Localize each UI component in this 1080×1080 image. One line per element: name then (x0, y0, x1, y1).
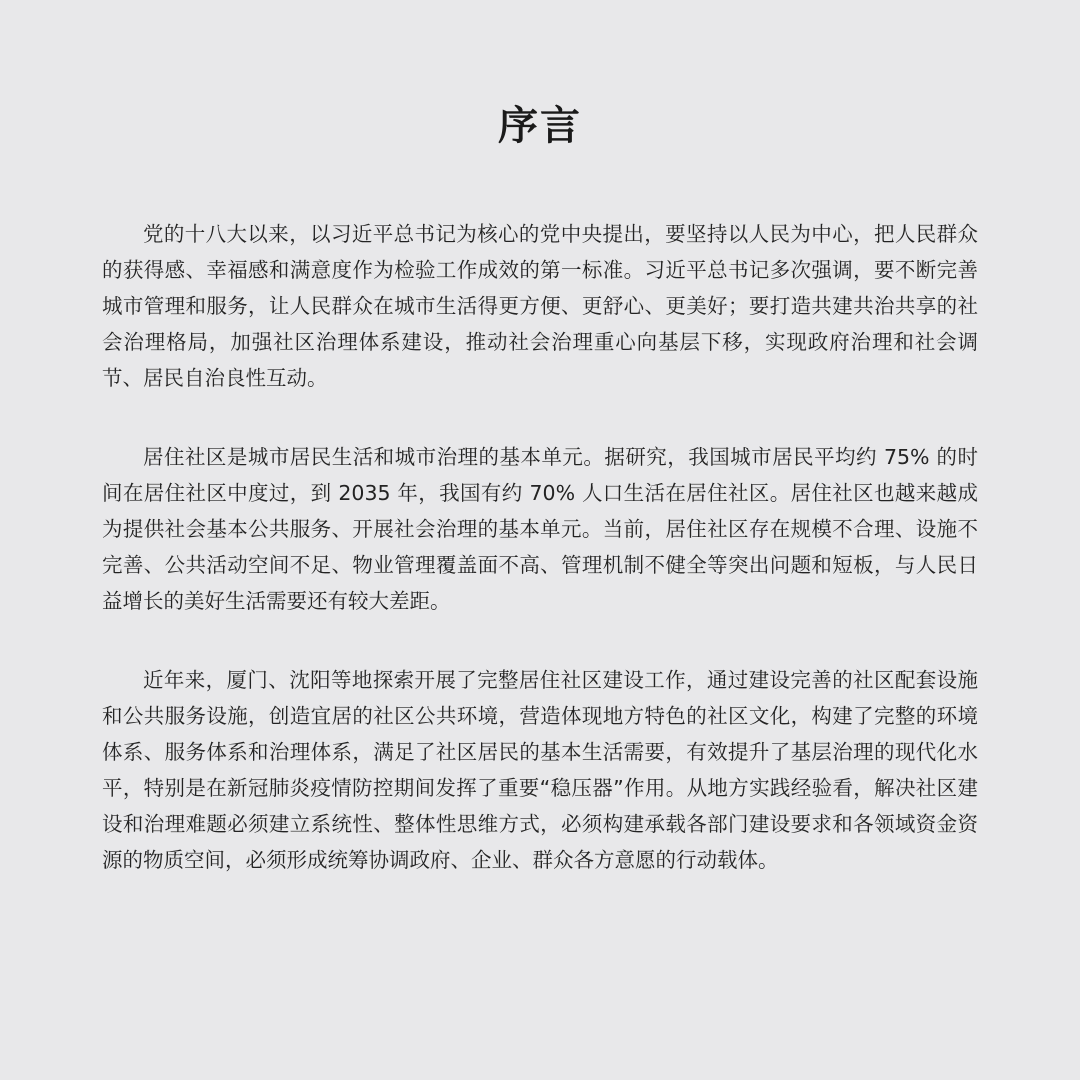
page-title: 序言 (498, 103, 582, 149)
paragraph-2: 居住社区是城市居民生活和城市治理的基本单元。据研究，我国城市居民平均约 75% 的时间在居住社区中度过，到 2035 年，我国有约 70% 人口生活在居住社区。居住社区也越来越成为提供社会基本公共服务、开展社会治理的基本单元。当前，居住社区存在规模不合理、设施不完善、公共活动空间不足、物业管理覆盖面不高、管理机制不健全等突出问题和短板，与人民日益增长的美好生活需要还有较大差距。 (102, 445, 978, 613)
paragraph-3: 近年来，厦门、沈阳等地探索开展了完整居住社区建设工作，通过建设完善的社区配套设施和公共服务设施，创造宜居的社区公共环境，营造体现地方特色的社区文化，构建了完整的环境体系、服务体系和治理体系，满足了社区居民的基本生活需要，有效提升了基层治理的现代化水平，特别是在新冠肺炎疫情防控期间发挥了重要“稳压器”作用。从地方实践经验看，解决社区建设和治理难题必须建立系统性、整体性思维方式，必须构建承载各部门建设要求和各领域资金资源的物质空间，必须形成统筹协调政府、企业、群众各方意愿的行动载体。 (102, 668, 978, 872)
paragraph-1: 党的十八大以来，以习近平总书记为核心的党中央提出，要坚持以人民为中心，把人民群众的获得感、幸福感和满意度作为检验工作成效的第一标准。习近平总书记多次强调，要不断完善城市管理和服务，让人民群众在城市生活得更方便、更舒心、更美好；要打造共建共治共享的社会治理格局，加强社区治理体系建设，推动社会治理重心向基层下移，实现政府治理和社会调节、居民自治良性互动。 (102, 222, 978, 390)
body-text (102, 216, 978, 878)
